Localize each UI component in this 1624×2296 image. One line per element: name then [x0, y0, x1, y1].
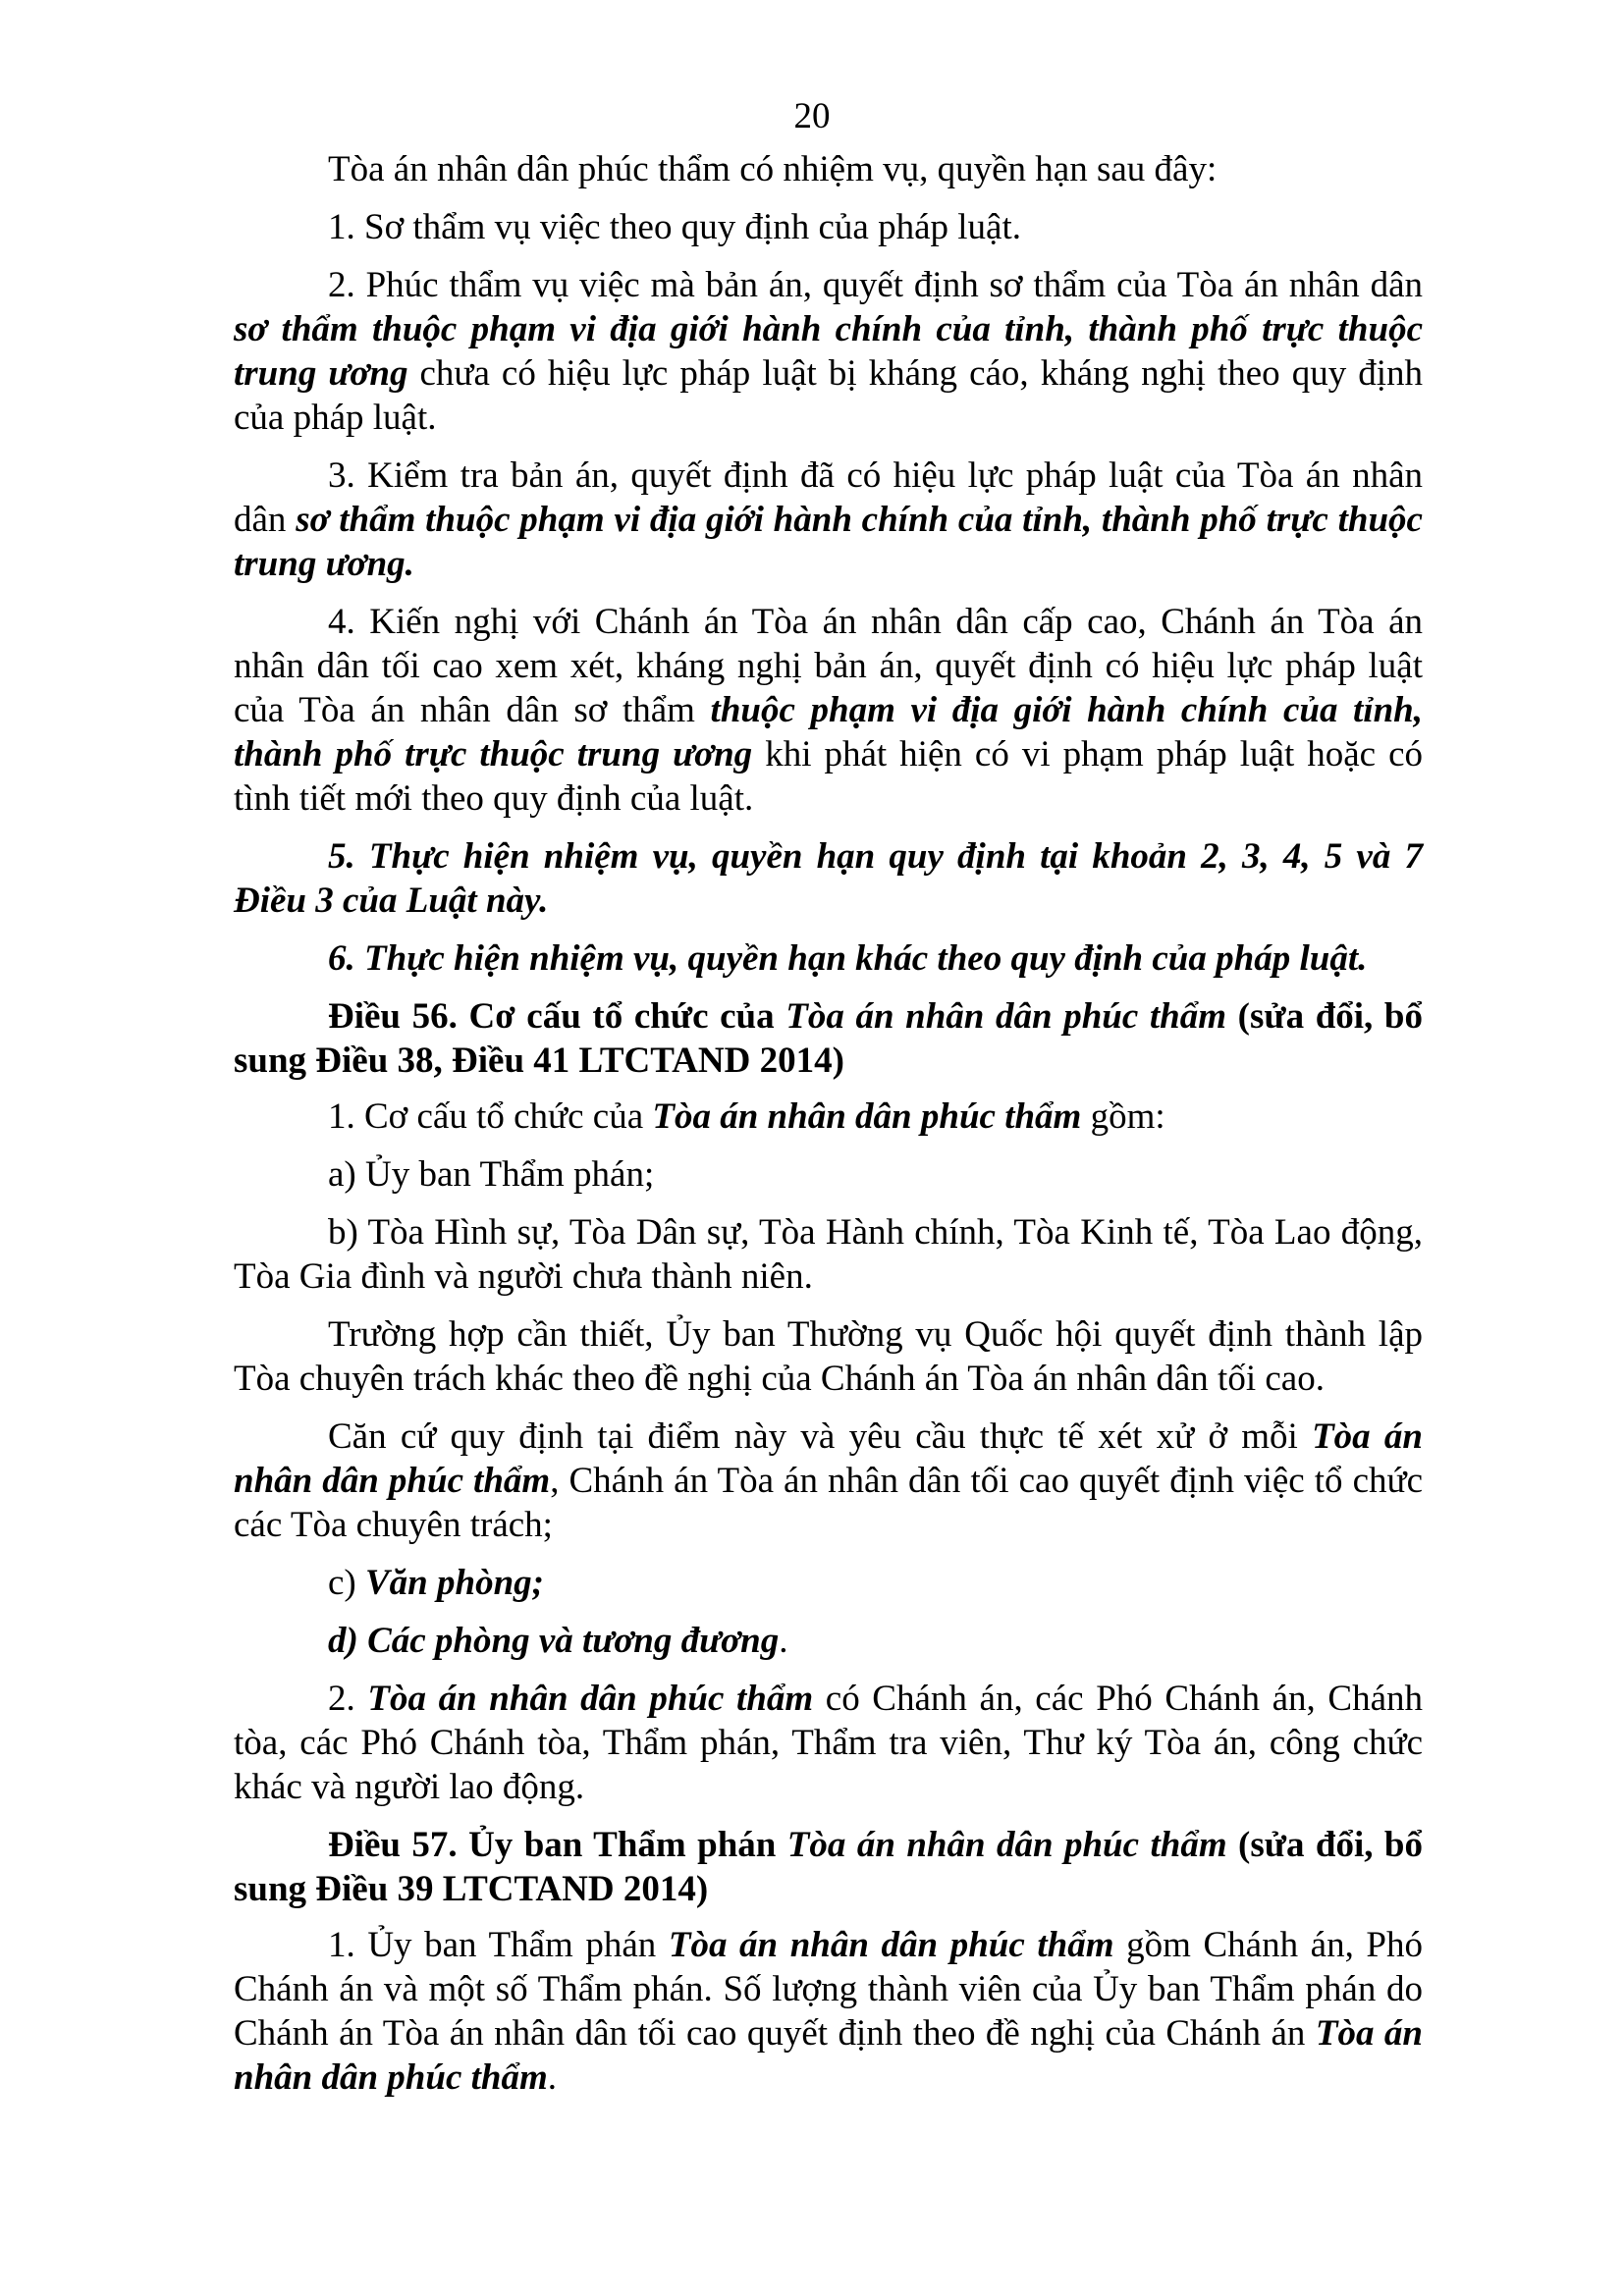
- article-57-heading: Điều 57. Ủy ban Thẩm phán Tòa án nhân dân phúc thẩm (sửa đổi, bổ sung Điều 39 LTCTAND 2014): [234, 1825, 1423, 1909]
- paragraph-56-a: a) Ủy ban Thẩm phán;: [328, 1154, 655, 1195]
- paragraph-intro: Tòa án nhân dân phúc thẩm có nhiệm vụ, quyền hạn sau đây:: [328, 149, 1218, 189]
- paragraph-56-2: 2. Tòa án nhân dân phúc thẩm có Chánh án, các Phó Chánh án, Chánh tòa, các Phó Chánh tòa, Thẩm phán, Thẩm tra viên, Thư ký Tòa án, công chức khác và người lao động.: [234, 1679, 1423, 1807]
- paragraph-56-1: 1. Cơ cấu tổ chức của Tòa án nhân dân phúc thẩm gồm:: [328, 1096, 1165, 1137]
- paragraph-item-6: 6. Thực hiện nhiệm vụ, quyền hạn khác theo quy định của pháp luật.: [328, 938, 1368, 979]
- paragraph-57-1: 1. Ủy ban Thẩm phán Tòa án nhân dân phúc thẩm gồm Chánh án, Phó Chánh án và một số Thẩm phán. Số lượng thành viên của Ủy ban Thẩm phán do Chánh án Tòa án nhân dân tối cao quyết định theo đề nghị của Chánh án Tòa án nhân dân phúc thẩm.: [234, 1925, 1423, 2098]
- paragraph-56-d: d) Các phòng và tương đương.: [328, 1621, 788, 1661]
- paragraph-item-4: 4. Kiến nghị với Chánh án Tòa án nhân dân cấp cao, Chánh án Tòa án nhân dân tối cao xem xét, kháng nghị bản án, quyết định có hiệu lực pháp luật của Tòa án nhân dân sơ thẩm thuộc phạm vi địa giới hành chính của tỉnh, thành phố trực thuộc trung ương khi phát hiện có vi phạm pháp luật hoặc có tình tiết mới theo quy định của luật.: [234, 602, 1423, 819]
- document-body: [234, 147, 1423, 2113]
- page-number: 20: [793, 96, 831, 136]
- article-56-heading: Điều 56. Cơ cấu tổ chức của Tòa án nhân dân phúc thẩm (sửa đổi, bổ sung Điều 38, Điều 41 LTCTAND 2014): [234, 996, 1423, 1081]
- paragraph-56-b: b) Tòa Hình sự, Tòa Dân sự, Tòa Hành chính, Tòa Kinh tế, Tòa Lao động, Tòa Gia đình và người chưa thành niên.: [234, 1212, 1423, 1297]
- paragraph-56-basis: Căn cứ quy định tại điểm này và yêu cầu thực tế xét xử ở mỗi Tòa án nhân dân phúc thẩm, Chánh án Tòa án nhân dân tối cao quyết định việc tổ chức các Tòa chuyên trách;: [234, 1416, 1423, 1545]
- paragraph-item-3: 3. Kiểm tra bản án, quyết định đã có hiệu lực pháp luật của Tòa án nhân dân sơ thẩm thuộc phạm vi địa giới hành chính của tỉnh, thành phố trực thuộc trung ương.: [234, 455, 1423, 584]
- paragraph-item-5: 5. Thực hiện nhiệm vụ, quyền hạn quy định tại khoản 2, 3, 4, 5 và 7 Điều 3 của Luật này.: [234, 836, 1423, 921]
- paragraph-56-c: c) Văn phòng;: [328, 1563, 544, 1603]
- paragraph-56-special-court: Trường hợp cần thiết, Ủy ban Thường vụ Quốc hội quyết định thành lập Tòa chuyên trách khác theo đề nghị của Chánh án Tòa án nhân dân tối cao.: [234, 1314, 1423, 1399]
- paragraph-item-1: 1. Sơ thẩm vụ việc theo quy định của pháp luật.: [328, 207, 1021, 247]
- paragraph-item-2: 2. Phúc thẩm vụ việc mà bản án, quyết định sơ thẩm của Tòa án nhân dân sơ thẩm thuộc phạm vi địa giới hành chính của tỉnh, thành phố trực thuộc trung ương chưa có hiệu lực pháp luật bị kháng cáo, kháng nghị theo quy định của pháp luật.: [234, 265, 1423, 438]
